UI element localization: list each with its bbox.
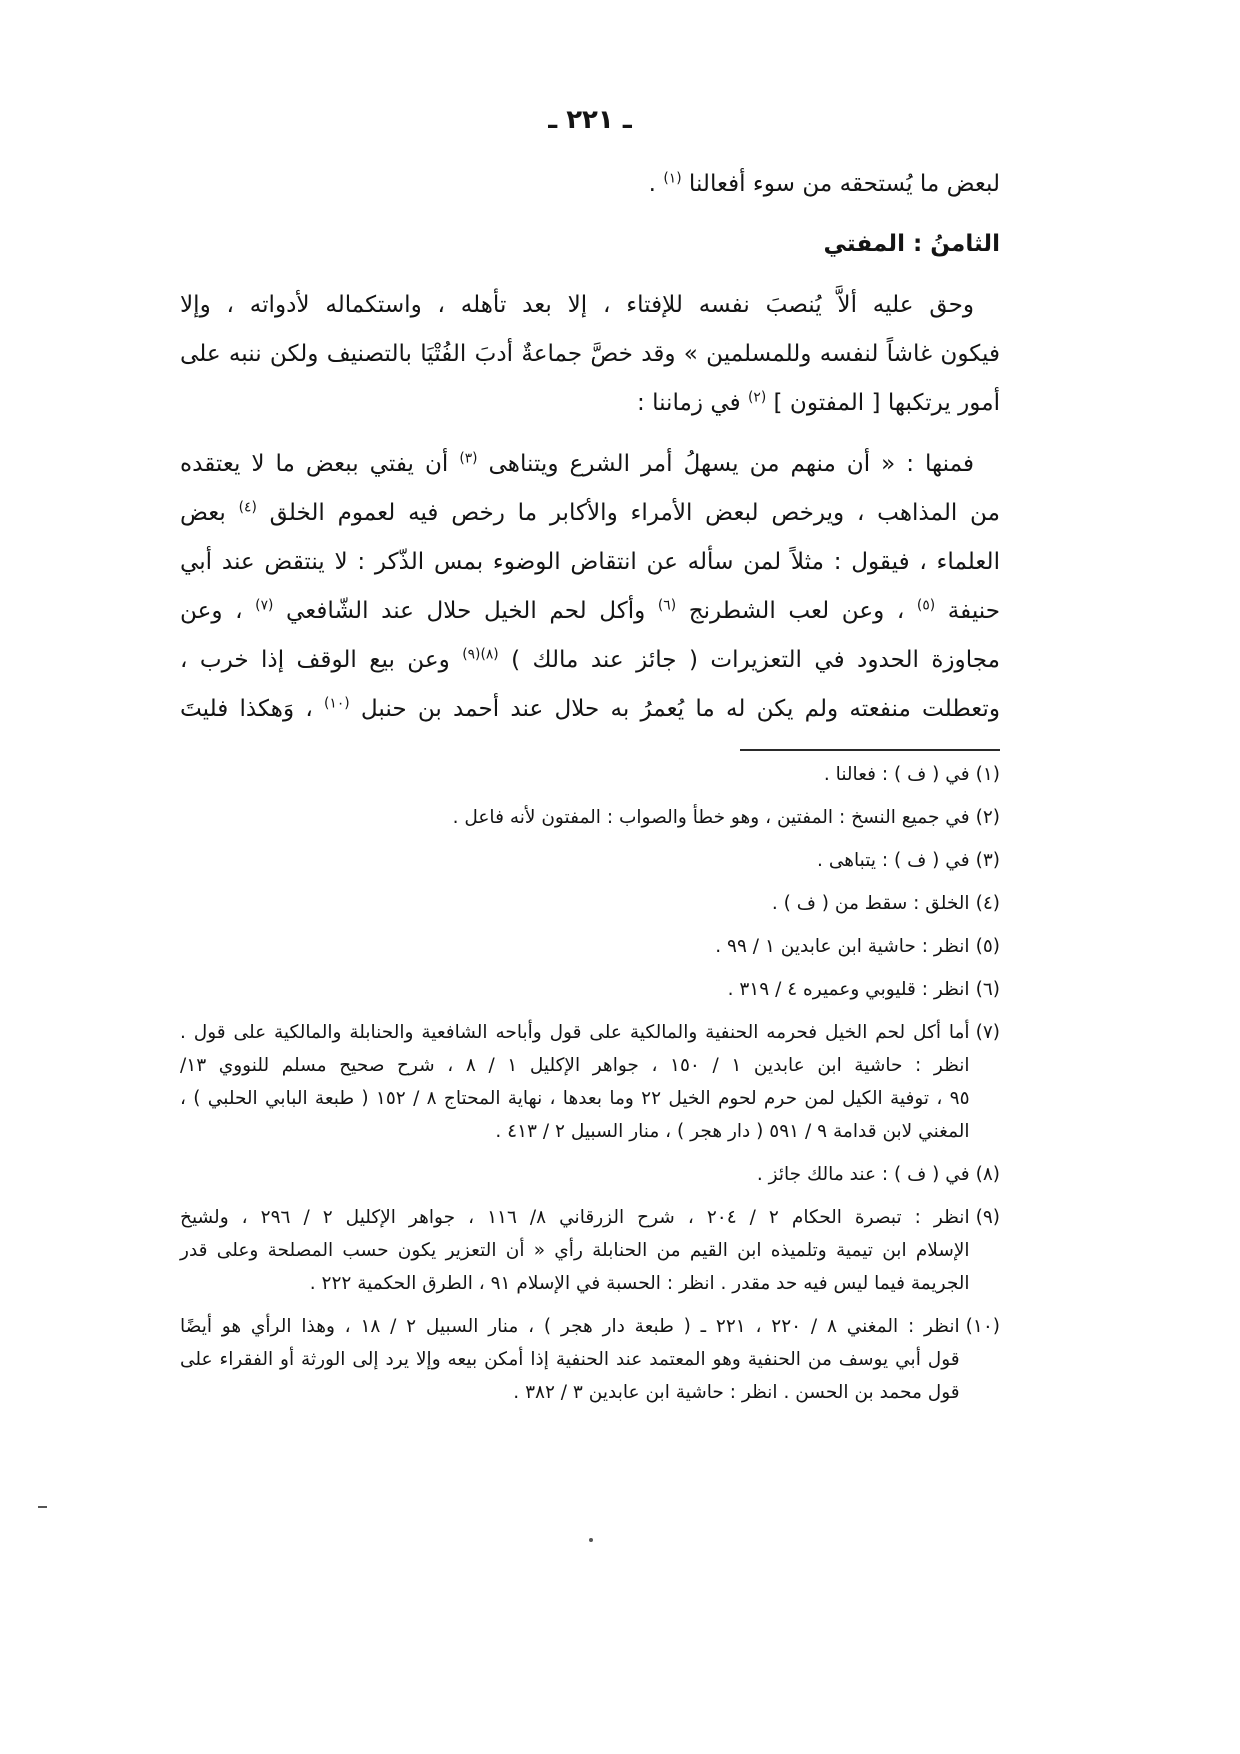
scan-speck xyxy=(38,1506,47,1508)
footnote-line-text: الخلق : سقط من ( ف ) . xyxy=(771,893,970,914)
text-line-content xyxy=(180,500,1000,526)
footnote-line-text: انظر : المغني ٨ / ٢٢٠ ، ٢٢١ ـ ( طبعة دار هجر ) ، منار السبيل ٢ / ١٨ ، وهذا الرأي هو أيضًا xyxy=(180,1316,960,1337)
footnote xyxy=(180,973,1000,1006)
footnote-ref: (٥) xyxy=(916,597,936,614)
footnote-marker: (٥) xyxy=(975,936,1000,957)
footnote-line-text: في جميع النسخ : المفتين ، وهو خطأ والصواب : المفتون لأنه فاعل . xyxy=(452,807,970,828)
footnote-line xyxy=(180,973,970,1006)
footnote-line-text: في ( ف ) : يتباهى . xyxy=(817,850,970,871)
text-run: وأكل لحم الخيل حلال عند الشّافعي xyxy=(273,598,658,624)
text-line-content xyxy=(180,451,974,477)
footnote-ref: (٣) xyxy=(459,450,478,467)
footnote-line-text: انظر : قليوبي وعميره ٤ / ٣١٩ . xyxy=(727,979,970,1000)
text-run: فيكون غاشاً لنفسه وللمسلمين » وقد خصَّ جماعةٌ أدبَ الفُتْيَا بالتصنيف ولكن ننبه على xyxy=(180,341,1000,367)
text-run: العلماء ، فيقول : مثلاً لمن سأله عن انتقاض الوضوء بمس الذّكر : لا ينتقض عند أبي xyxy=(180,549,1000,575)
footnote-marker: (٦) xyxy=(975,979,1000,1000)
footnote-ref: (٧) xyxy=(255,597,274,614)
text-line xyxy=(180,636,1000,685)
text-run: أمور يرتكبها [ المفتون ] xyxy=(766,390,1000,416)
footnote-marker: (٣) xyxy=(975,850,1000,871)
text-line xyxy=(180,440,1000,489)
footnote-line-text: انظر : تبصرة الحكام ٢ / ٢٠٤ ، شرح الزرقاني ٨/ ١١٦ ، جواهر الإكليل ٢ / ٢٩٦ ، ولشيخ xyxy=(180,1207,970,1228)
text-line-content xyxy=(637,390,1000,416)
footnote-separator xyxy=(740,749,1000,751)
footnote-text xyxy=(180,973,970,1006)
footnote-marker: (٤) xyxy=(975,893,1000,914)
footnote-line xyxy=(180,1201,970,1234)
text-run: وحق عليه ألاَّ يُنصبَ نفسه للإفتاء ، إلا بعد تأهله ، واستكماله لأدواته ، وإلا xyxy=(180,292,974,318)
footnote-line xyxy=(180,1082,970,1115)
footnote-line xyxy=(180,801,970,834)
footnote-line xyxy=(180,758,970,791)
footnote-ref: (٨) xyxy=(480,646,499,663)
text-run: من المذاهب ، ويرخص لبعض الأمراء والأكابر ما رخص فيه لعموم الخلق xyxy=(256,500,1000,526)
paragraph xyxy=(180,440,1000,734)
page-number: ـ ٢٢١ ـ xyxy=(548,105,632,135)
footnote-line xyxy=(180,1234,970,1267)
text-run: ، وعن xyxy=(180,598,256,624)
footnote-line-text: انظر : حاشية ابن عابدين ١ / ٩٩ . xyxy=(715,936,970,957)
footnote-text xyxy=(180,887,970,920)
text-run: وعن بيع الوقف إذا خرب ، xyxy=(180,647,463,673)
footnote-marker: (١٠) xyxy=(965,1316,1000,1337)
footnote-line xyxy=(180,1115,970,1148)
footnote-text xyxy=(180,758,970,791)
footnote xyxy=(180,1310,1000,1409)
text-run: أن يفتي ببعض ما لا يعتقده xyxy=(180,451,460,477)
footnote-ref: (١) xyxy=(663,170,682,187)
text-line-content xyxy=(180,647,1000,673)
main-text xyxy=(180,160,1000,734)
text-run: لبعض ما يُستحقه من سوء أفعالنا xyxy=(681,171,1000,197)
text-run: بعض xyxy=(180,500,239,526)
text-run: . xyxy=(648,171,664,197)
footnote xyxy=(180,1158,1000,1191)
footnote-ref: (٩) xyxy=(462,646,481,663)
text-line xyxy=(180,379,1000,428)
text-line xyxy=(180,538,1000,587)
footnotes xyxy=(180,758,1000,1419)
footnote-marker: (٨) xyxy=(975,1164,1000,1185)
text-line xyxy=(180,685,1000,734)
footnote xyxy=(180,758,1000,791)
footnote-ref: (١٠) xyxy=(324,695,350,712)
footnote-line-text: انظر : حاشية ابن عابدين ١ / ١٥٠ ، جواهر الإكليل ١ / ٨ ، شرح صحيح مسلم للنووي ١٣/ xyxy=(180,1055,970,1076)
footnote-marker: (٧) xyxy=(975,1022,1000,1043)
footnote-line xyxy=(180,930,970,963)
footnote-ref: (٦) xyxy=(657,597,677,614)
text-run: في زماننا : xyxy=(636,390,748,416)
footnote-line xyxy=(180,887,970,920)
footnote-line-text: المغني لابن قدامة ٩ / ٥٩١ ( دار هجر ) ، منار السبيل ٢ / ٤١٣ . xyxy=(495,1121,970,1142)
footnote-text xyxy=(180,1016,970,1148)
text-run: فمنها : « أن منهم من يسهلُ أمر الشرع ويتناهى xyxy=(477,451,975,477)
text-line-content xyxy=(180,696,1000,722)
footnote-text xyxy=(180,930,970,963)
footnote-line-text: في ( ف ) : فعالنا . xyxy=(823,764,970,785)
footnote-line-text: قول محمد بن الحسن . انظر : حاشية ابن عابدين ٣ / ٣٨٢ . xyxy=(513,1382,960,1403)
footnote xyxy=(180,887,1000,920)
text-run: ، وَهكذا فليتَ xyxy=(180,696,325,722)
footnote-line xyxy=(180,1310,960,1343)
text-run: وتعطلت منفعته ولم يكن له ما يُعمرُ به حلال عند أحمد بن حنبل xyxy=(349,696,1000,722)
footnote-line-text: الإسلام ابن تيمية وتلميذه ابن القيم من الحنابلة رأي « أن التعزير يكون حسب المصلحة وعلى قدر xyxy=(180,1240,970,1261)
footnote-line-text: في ( ف ) : عند مالك جائز . xyxy=(756,1164,970,1185)
footnote-line xyxy=(180,1376,960,1409)
footnote-text xyxy=(180,1201,970,1300)
text-line-content xyxy=(180,292,974,318)
text-run: ، وعن لعب الشطرنج xyxy=(676,598,917,624)
text-line-content xyxy=(649,171,1000,197)
footnote-text xyxy=(180,1310,960,1409)
footnote-line xyxy=(180,1016,970,1049)
footnote-ref: (٤) xyxy=(238,499,257,516)
paragraphs xyxy=(180,281,1000,734)
footnote-line xyxy=(180,1343,960,1376)
text-run: مجاوزة الحدود في التعزيرات ( جائز عند مالك ) xyxy=(498,647,1000,673)
text-line xyxy=(180,330,1000,379)
text-line-content xyxy=(180,598,1000,624)
footnote xyxy=(180,930,1000,963)
footnote-text xyxy=(180,1158,970,1191)
text-line xyxy=(180,489,1000,538)
text-line-content xyxy=(180,341,1000,367)
footnote-ref: (٢) xyxy=(747,389,767,406)
footnote-line xyxy=(180,844,970,877)
footnote-line-text: قول أبي يوسف من الحنفية وهو المعتمد عند الحنفية إذا أمكن بيعه وإلا يرد إلى الورثة أو الفقراء على xyxy=(180,1349,960,1370)
footnote-text xyxy=(180,844,970,877)
footnote xyxy=(180,1201,1000,1300)
footnote xyxy=(180,1016,1000,1148)
footnote-line-text: ٩٥ ، توفية الكيل لمن حرم لحوم الخيل ٢٢ وما بعدها ، نهاية المحتاج ٨ / ١٥٢ ( طبعة البابي الحلبي ) ، xyxy=(180,1088,970,1109)
footnote-marker: (٩) xyxy=(975,1207,1000,1228)
text-line-content xyxy=(180,549,1000,575)
paragraph xyxy=(180,281,1000,428)
text-line xyxy=(180,160,1000,209)
footnote-line xyxy=(180,1049,970,1082)
footnote xyxy=(180,844,1000,877)
text-run: حنيفة xyxy=(935,598,1001,624)
footnote-marker: (٢) xyxy=(975,807,1000,828)
text-line xyxy=(180,281,1000,330)
text-line xyxy=(180,587,1000,636)
scan-speck xyxy=(589,1538,593,1542)
footnote-line-text: الجريمة فيما ليس فيه حد مقدر . انظر : الحسبة في الإسلام ٩١ ، الطرق الحكمية ٢٢٢ . xyxy=(309,1273,970,1294)
footnote-marker: (١) xyxy=(975,764,1000,785)
footnote-line-text: أما أكل لحم الخيل فحرمه الحنفية والمالكية على قول وأباحه الشافعية والحنابلة والمالكية على قول . xyxy=(180,1022,970,1043)
footnote-line xyxy=(180,1267,970,1300)
footnote-line xyxy=(180,1158,970,1191)
footnote xyxy=(180,801,1000,834)
footnote-text xyxy=(180,801,970,834)
continued-text xyxy=(180,160,1000,209)
section-heading: الثامنُ : المفتي xyxy=(823,231,1000,257)
